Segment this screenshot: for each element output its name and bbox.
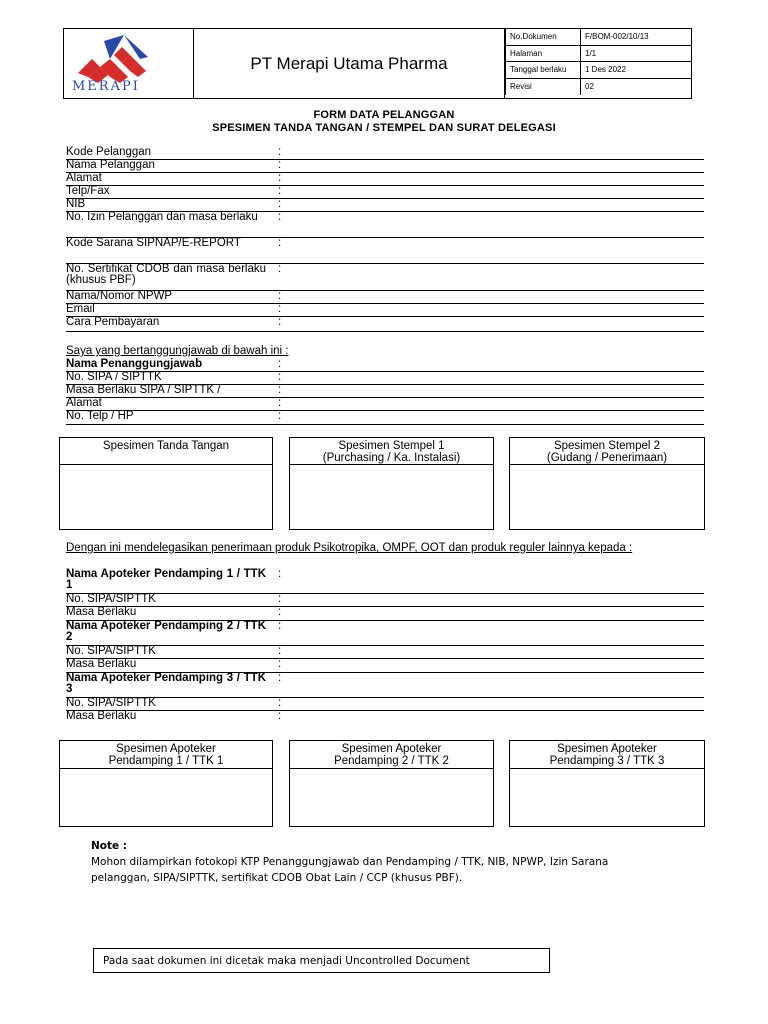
form-title: FORM DATA PELANGGAN: [313, 109, 455, 121]
field-email[interactable]: Email :: [66, 304, 704, 317]
meta-value: 1/1: [581, 45, 692, 61]
field-label: Email: [66, 303, 95, 315]
field-sertifikat-cdob[interactable]: No. Sertifikat CDOB dan masa berlaku (khusus PBF) :: [66, 264, 704, 291]
responsible-intro: Saya yang bertanggungjawab di bawah ini :: [66, 345, 289, 357]
field-nib[interactable]: NIB :: [66, 199, 704, 212]
box-title: Spesimen Apoteker: [116, 743, 216, 755]
specimen-apoteker-2-box[interactable]: [289, 740, 494, 827]
field-label: Alamat: [66, 397, 102, 409]
specimen-signature-box[interactable]: [59, 437, 273, 530]
meta-label: Halaman: [506, 45, 581, 61]
company-name: PT Merapi Utama Pharma: [250, 53, 448, 73]
meta-value: F/BOM-002/10/13: [581, 29, 692, 45]
box-subtitle: (Gudang / Penerimaan): [546, 452, 668, 464]
field-telp-hp[interactable]: No. Telp / HP :: [66, 411, 704, 425]
note-line-1: Mohon dilampirkan fotokopi KTP Penanggungjawab dan Pendamping / TTK, NIB, NPWP, Izin Sarana: [91, 856, 609, 868]
meta-row: [506, 78, 692, 94]
field-apoteker-1[interactable]: Nama Apoteker Pendamping 1 / TTK 1 :: [66, 569, 704, 594]
document-header: [63, 28, 692, 99]
field-label: Telp/Fax: [66, 185, 110, 197]
note-line-2: pelanggan, SIPA/SIPTTK, sertifikat CDOB Obat Lain / CCP (khusus PBF).: [91, 872, 463, 884]
field-alamat[interactable]: Alamat :: [66, 173, 704, 186]
form-subtitle: SPESIMEN TANDA TANGAN / STEMPEL DAN SURAT DELEGASI: [212, 122, 556, 134]
logo-text: MERAPI: [72, 79, 140, 94]
specimen-stamp-1-box[interactable]: [289, 437, 494, 530]
document-meta-table: [505, 29, 691, 95]
delegation-intro: Dengan ini mendelegasikan penerimaan produk Psikotropika, OMPF, OOT dan produk reguler lainnya kepada :: [66, 542, 633, 554]
meta-label: Revisi: [506, 78, 581, 94]
field-apoteker-1-masa[interactable]: Masa Berlaku :: [66, 607, 704, 621]
box-title: Spesimen Tanda Tangan: [102, 440, 230, 452]
meta-label: Tanggal berlaku: [506, 62, 581, 78]
field-label: Nama Penanggungjawab: [66, 358, 203, 370]
field-kode-pelanggan[interactable]: Kode Pelanggan :: [66, 147, 704, 160]
field-label: Alamat: [66, 172, 102, 184]
field-nama-pelanggan[interactable]: Nama Pelanggan :: [66, 160, 704, 173]
field-cara-pembayaran[interactable]: Cara Pembayaran :: [66, 317, 704, 332]
field-label: No. Telp / HP: [66, 410, 134, 422]
box-title: Spesimen Stempel 2: [553, 440, 661, 452]
specimen-apoteker-3-box[interactable]: [509, 740, 705, 827]
field-label: Cara Pembayaran: [66, 316, 160, 328]
field-label: Masa Berlaku SIPA / SIPTTK /: [66, 384, 221, 396]
field-label: Nama Apoteker Pendamping 2 / TTK 2: [66, 620, 266, 643]
meta-label: No.Dokumen: [506, 29, 581, 45]
field-masa-berlaku-sipa[interactable]: Masa Berlaku SIPA / SIPTTK / :: [66, 385, 704, 398]
field-label: Masa Berlaku: [66, 606, 137, 618]
field-label: Masa Berlaku: [66, 710, 137, 722]
field-label: No. SIPA/SIPTTK: [66, 645, 156, 657]
field-apoteker-1-sipa[interactable]: No. SIPA/SIPTTK :: [66, 594, 704, 607]
meta-row: [506, 45, 692, 61]
box-title: Spesimen Stempel 1: [338, 440, 445, 452]
note-title: Note :: [91, 840, 127, 852]
meta-row: [506, 29, 692, 45]
company-logo: [70, 33, 188, 95]
field-label: No. SIPA/SIPTTK: [66, 593, 156, 605]
field-telp-fax[interactable]: Telp/Fax :: [66, 186, 704, 199]
field-label: No. Sertifikat CDOB dan masa berlaku (khusus PBF): [66, 263, 266, 286]
field-label: No. SIPA / SIPTTK: [66, 371, 162, 383]
field-label: Nama/Nomor NPWP: [66, 290, 173, 302]
box-subtitle: Pendamping 3 / TTK 3: [549, 755, 665, 767]
field-izin-pelanggan[interactable]: No. Izin Pelanggan dan masa berlaku :: [66, 212, 704, 238]
field-apoteker-2-masa[interactable]: Masa Berlaku :: [66, 659, 704, 673]
field-label: Kode Sarana SIPNAP/E-REPORT: [66, 237, 241, 249]
field-apoteker-3-sipa[interactable]: No. SIPA/SIPTTK :: [66, 698, 704, 711]
field-sipa-sipttk[interactable]: No. SIPA / SIPTTK :: [66, 372, 704, 385]
field-label: Nama Apoteker Pendamping 3 / TTK 3: [66, 672, 266, 695]
field-kode-sarana[interactable]: Kode Sarana SIPNAP/E-REPORT :: [66, 238, 704, 264]
box-subtitle: Pendamping 2 / TTK 2: [334, 755, 449, 767]
field-alamat-pj[interactable]: Alamat :: [66, 398, 704, 411]
field-label: Nama Apoteker Pendamping 1 / TTK 1: [66, 568, 266, 591]
specimen-stamp-2-box[interactable]: [509, 437, 705, 530]
field-label: Nama Pelanggan: [66, 159, 155, 171]
field-apoteker-2-sipa[interactable]: No. SIPA/SIPTTK :: [66, 646, 704, 659]
meta-value: 1 Des 2022: [581, 62, 692, 78]
box-subtitle: (Purchasing / Ka. Instalasi): [322, 452, 461, 464]
field-apoteker-3-masa[interactable]: Masa Berlaku :: [66, 710, 282, 722]
field-label: NIB: [66, 198, 86, 210]
box-subtitle: Pendamping 1 / TTK 1: [108, 755, 224, 767]
field-label: No. SIPA/SIPTTK: [66, 697, 156, 709]
field-npwp[interactable]: Nama/Nomor NPWP :: [66, 291, 704, 304]
meta-row: [506, 62, 692, 78]
field-apoteker-2[interactable]: Nama Apoteker Pendamping 2 / TTK 2 :: [66, 621, 704, 646]
field-label: Kode Pelanggan: [66, 146, 152, 158]
field-nama-penanggungjawab[interactable]: Nama Penanggungjawab :: [66, 359, 704, 372]
box-title: Spesimen Apoteker: [557, 743, 657, 755]
meta-value: 02: [581, 78, 692, 94]
field-label: Masa Berlaku: [66, 658, 137, 670]
field-label: No. Izin Pelanggan dan masa berlaku: [66, 211, 258, 223]
box-title: Spesimen Apoteker: [341, 743, 442, 755]
specimen-apoteker-1-box[interactable]: [59, 740, 273, 827]
field-apoteker-3[interactable]: Nama Apoteker Pendamping 3 / TTK 3 :: [66, 673, 704, 698]
uncontrolled-document-notice: Pada saat dokumen ini dicetak maka menjadi Uncontrolled Document: [93, 948, 550, 973]
